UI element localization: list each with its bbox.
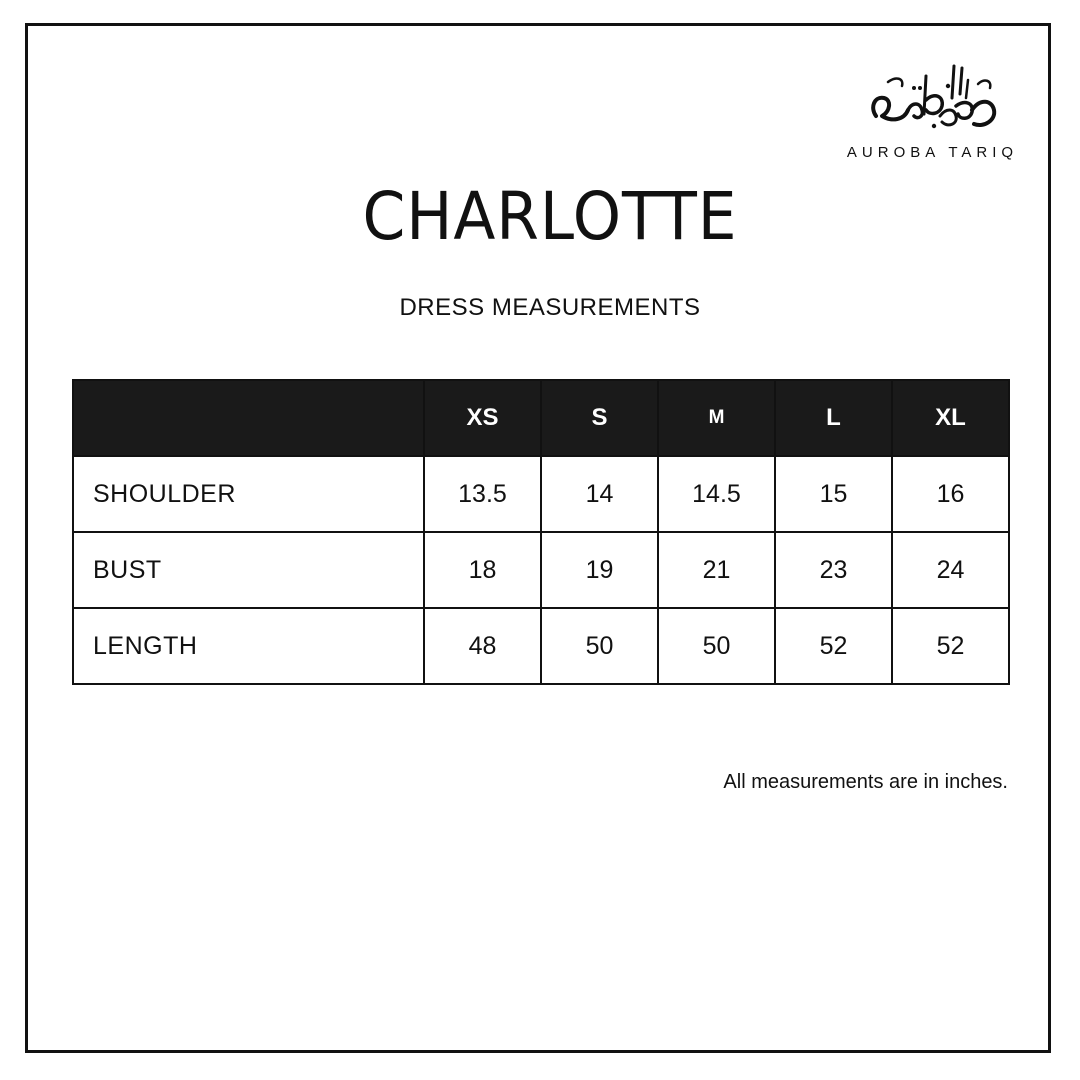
arabic-calligraphy-logo-icon <box>868 58 998 138</box>
table-cell: 24 <box>892 532 1009 608</box>
footnote: All measurements are in inches. <box>723 771 1008 793</box>
page-subtitle: DRESS MEASUREMENTS <box>399 294 701 321</box>
header-corner-cell <box>73 380 424 456</box>
table-cell: 50 <box>541 608 658 684</box>
header-size-l: L <box>775 380 892 456</box>
table-cell: 23 <box>775 532 892 608</box>
table-header-row <box>73 380 1009 456</box>
table-row-length <box>73 608 1009 684</box>
table-cell: 15 <box>775 456 892 532</box>
brand-logo <box>830 58 1035 168</box>
table-cell: 18 <box>424 532 541 608</box>
header-size-m: M <box>658 380 775 456</box>
table-cell: 16 <box>892 456 1009 532</box>
table-row-bust <box>73 532 1009 608</box>
table-cell: 50 <box>658 608 775 684</box>
header-size-s: S <box>541 380 658 456</box>
table-cell: 21 <box>658 532 775 608</box>
row-label: LENGTH <box>73 608 424 684</box>
row-label: SHOULDER <box>73 456 424 532</box>
table-cell: 13.5 <box>424 456 541 532</box>
table-cell: 14.5 <box>658 456 775 532</box>
header-size-xs: XS <box>424 380 541 456</box>
page-title: CHARLOTTE <box>362 178 738 255</box>
size-chart-table <box>72 379 1010 685</box>
brand-name: AUROBA TARIQ <box>846 144 1019 161</box>
table-cell: 19 <box>541 532 658 608</box>
row-label: BUST <box>73 532 424 608</box>
table-cell: 14 <box>541 456 658 532</box>
table-cell: 48 <box>424 608 541 684</box>
table-cell: 52 <box>892 608 1009 684</box>
table-cell: 52 <box>775 608 892 684</box>
header-size-xl: XL <box>892 380 1009 456</box>
table-row-shoulder <box>73 456 1009 532</box>
